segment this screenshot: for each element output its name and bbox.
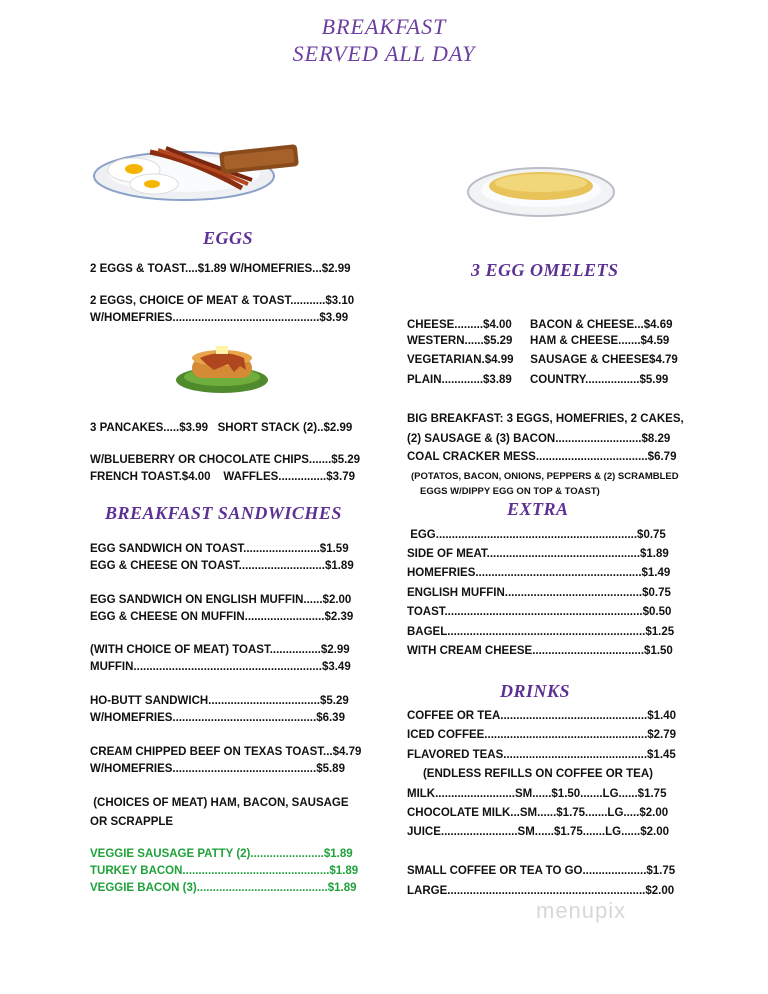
- menu-line-pancakes-1: W/BLUEBERRY OR CHOCOLATE CHIPS.......$5.29: [90, 454, 361, 466]
- section-heading-drinks: DRINKS: [500, 681, 571, 701]
- menu-line-drinks-1: ICED COFFEE...................................................$2.79: [407, 729, 677, 741]
- menu-line-extra-5: BAGEL..............................................................$1.25: [407, 626, 675, 638]
- menu-line-drinks-8: LARGE..............................................................$2.00: [407, 885, 675, 897]
- omelet-right-0: BACON & CHEESE...$4.69: [530, 319, 673, 331]
- menu-line-pancakes-0: 3 PANCAKES.....$3.99 SHORT STACK (2)..$2.99: [90, 422, 353, 434]
- menu-line-sandwich-7: W/HOMEFRIES.............................................$6.39: [90, 712, 345, 724]
- coal-cracker-note-0: (POTATOS, BACON, ONIONS, PEPPERS & (2) SCRAMBLED: [411, 471, 679, 482]
- menu-line-sandwich-3: EGG & CHEESE ON MUFFIN.........................$2.39: [90, 611, 354, 623]
- menu-line-sandwich-9: W/HOMEFRIES.............................................$5.89: [90, 763, 345, 775]
- section-heading-sandwiches: BREAKFAST SANDWICHES: [105, 503, 342, 523]
- menu-line-pancakes-2: FRENCH TOAST.$4.00 WAFFLES...............$3.79: [90, 471, 355, 483]
- menu-line-eggs-1: 2 EGGS, CHOICE OF MEAT & TOAST...........$3.10: [90, 295, 355, 307]
- pancakes-image: [174, 340, 270, 396]
- omelet-left-0: CHEESE.........$4.00: [407, 319, 512, 331]
- menu-line-extra-4: TOAST..............................................................$0.50: [407, 606, 672, 618]
- menu-line-sandwich-0: EGG SANDWICH ON TOAST........................$1.59: [90, 543, 349, 555]
- menu-line-drinks-7: SMALL COFFEE OR TEA TO GO....................$1.75: [407, 865, 676, 877]
- section-heading-extra: EXTRA: [507, 499, 569, 519]
- menu-line-sandwich-4: (WITH CHOICE OF MEAT) TOAST................$2.99: [90, 644, 350, 656]
- section-heading-eggs: EGGS: [203, 228, 254, 248]
- menu-line-extra-2: HOMEFRIES....................................................$1.49: [407, 567, 671, 579]
- menu-title-line1: BREAKFAST: [321, 14, 447, 39]
- omelet-plate-image: [466, 158, 616, 220]
- menu-line-extra-3: ENGLISH MUFFIN...........................................$0.75: [407, 587, 671, 599]
- menu-line-veggie-2: VEGGIE BACON (3).........................................$1.89: [90, 882, 357, 894]
- omelet-left-3: PLAIN.............$3.89: [407, 374, 512, 386]
- menu-line-sandwich-2: EGG SANDWICH ON ENGLISH MUFFIN......$2.00: [90, 594, 352, 606]
- menu-line-drinks-6: JUICE........................SM......$1.75.......LG......$2.00: [407, 826, 670, 838]
- menu-title-line2: SERVED ALL DAY: [292, 41, 476, 66]
- menu-line-sandwich-10: (CHOICES OF MEAT) HAM, BACON, SAUSAGE: [90, 797, 349, 809]
- omelet-right-2: SAUSAGE & CHEESE$4.79: [527, 354, 678, 366]
- section-heading-omelets: 3 EGG OMELETS: [471, 260, 619, 280]
- menu-line-sandwich-8: CREAM CHIPPED BEEF ON TEXAS TOAST...$4.79: [90, 746, 362, 758]
- menu-line-drinks-0: COFFEE OR TEA..............................................$1.40: [407, 710, 677, 722]
- menu-line-veggie-0: VEGGIE SAUSAGE PATTY (2).......................$1.89: [90, 848, 353, 860]
- menu-line-extra-6: WITH CREAM CHEESE...................................$1.50: [407, 645, 673, 657]
- menu-line-sandwich-5: MUFFIN...........................................................$3.49: [90, 661, 351, 673]
- menu-line-extra-1: SIDE OF MEAT................................................$1.89: [407, 548, 669, 560]
- menu-line-eggs-2: W/HOMEFRIES..............................................$3.99: [90, 312, 349, 324]
- menu-line-drinks-4: MILK.........................SM......$1.50.......LG......$1.75: [407, 788, 667, 800]
- menu-line-extra-0: EGG...............................................................$0.75: [407, 529, 666, 541]
- omelet-left-2: VEGETARIAN.$4.99: [407, 354, 514, 366]
- menu-line-eggs-0: 2 EGGS & TOAST....$1.89 W/HOMEFRIES...$2.99: [90, 263, 351, 275]
- coal-cracker-note-1: EGGS W/DIPPY EGG ON TOP & TOAST): [420, 486, 600, 497]
- menu-line-veggie-1: TURKEY BACON..............................................$1.89: [90, 865, 359, 877]
- menupix-watermark: menupix: [536, 898, 627, 923]
- menu-line-drinks-5: CHOCOLATE MILK...SM......$1.75.......LG.....$2.00: [407, 807, 669, 819]
- omelet-left-1: WESTERN......$5.29: [407, 335, 513, 347]
- menu-line-big-1: (2) SAUSAGE & (3) BACON...........................$8.29: [407, 433, 671, 445]
- menu-line-big-2: COAL CRACKER MESS...................................$6.79: [407, 451, 677, 463]
- menu-line-drinks-3: (ENDLESS REFILLS ON COFFEE OR TEA): [407, 768, 653, 780]
- omelet-right-1: HAM & CHEESE.......$4.59: [530, 335, 670, 347]
- menu-line-drinks-2: FLAVORED TEAS.............................................$1.45: [407, 749, 676, 761]
- eggs-bacon-plate-image: [92, 140, 302, 202]
- menu-line-sandwich-1: EGG & CHEESE ON TOAST...........................$1.89: [90, 560, 354, 572]
- menu-line-sandwich-6: HO-BUTT SANDWICH...................................$5.29: [90, 695, 349, 707]
- menu-line-big-0: BIG BREAKFAST: 3 EGGS, HOMEFRIES, 2 CAKES,: [407, 413, 684, 425]
- menu-line-sandwich-11: OR SCRAPPLE: [90, 816, 174, 828]
- omelet-right-3: COUNTRY.................$5.99: [530, 374, 669, 386]
